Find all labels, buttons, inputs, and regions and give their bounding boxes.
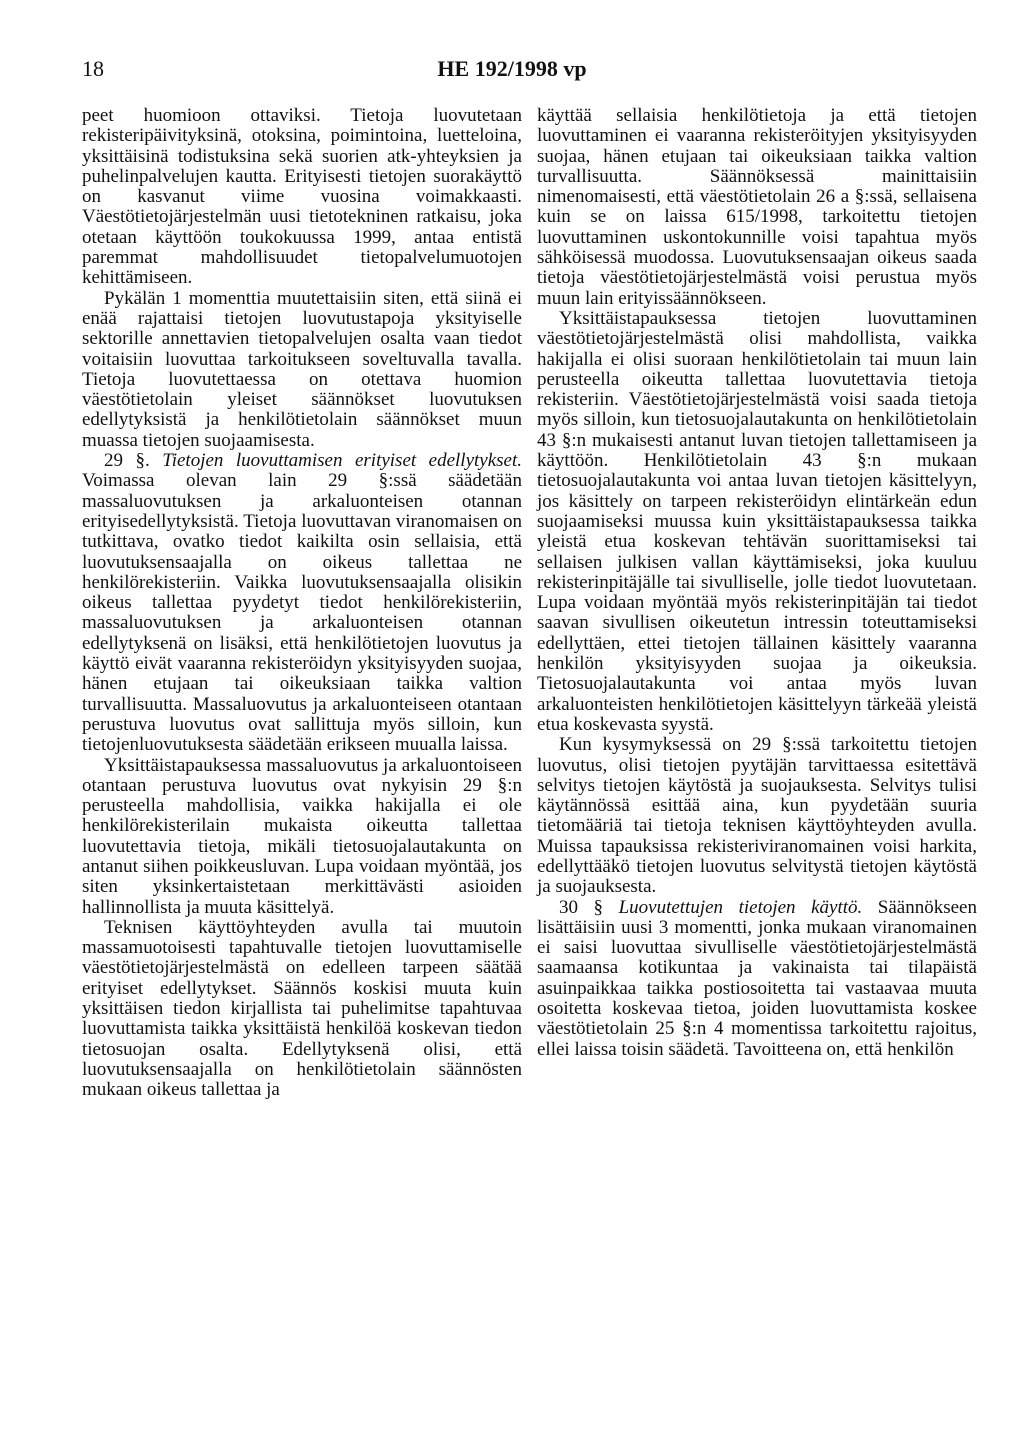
section-number: 30 §	[559, 896, 619, 918]
paragraph: Teknisen käyttöyhteyden avulla tai muutoin massamuotoisesti tapahtuvalle tietojen luovuttamiselle väestötietojärjestelmästä on edelleen tarpeen säätää erityiset edellytykset. Säännös koskisi muuta kuin yksittäisen tiedon kirjallista tai puhelimitse tapahtuvaa luovuttamista taikka yksittäistä henkilöä koskevan tiedon tietosuojan osalta. Edellytyksenä olisi, että luovutuksensaajalla on henkilötietolain säännösten mukaan oikeus tallettaa ja	[82, 916, 522, 1101]
section-text: Säännökseen lisättäisiin uusi 3 momentti, jonka mukaan viranomainen ei saisi luovuttaa sivulliselle väestötietojärjestelmästä saamaansa kotikuntaa ja vakinaista tai tilapäistä asuinpaikkaa taikka postiosoitetta tai vastaavaa muuta osoitetta koskevaa tietoa, joiden luovuttamista koskee väestötietolain 25 §:n 4 momentissa tarkoitettu rajoitus, ellei laissa toisin säädetä. Tavoitteena on, että henkilön	[537, 896, 977, 1060]
paragraph: peet huomioon ottaviksi. Tietoja luovutetaan rekisteripäivityksinä, otoksina, poimintoina, luetteloina, yksittäisinä todistuksina sekä suorien atk-yhteyksien ja puhelinpalvelujen kautta. Erityisesti tietojen suorakäyttö on kasvanut viime vuosina voimakkaasti. Väestötietojärjestelmän uusi tietotekninen ratkaisu, joka otetaan käyttöön toukokuussa 1999, antaa entistä paremmat mahdollisuudet tietopalvelumuotojen kehittämiseen.	[82, 105, 522, 289]
right-column	[537, 106, 977, 1060]
section-30-paragraph	[537, 898, 977, 1060]
page-number: 18	[82, 56, 104, 81]
section-number: 29 §.	[104, 450, 163, 472]
paragraph: Pykälän 1 momenttia muutettaisiin siten, että siinä ei enää rajattaisi tietojen luovutustapoja yksityiselle sektorille annettavien tietopalvelujen osalta vaan tiedot voitaisiin luovuttaa tarkoitukseen soveltuvalla tavalla. Tietoja luovutettaessa on otettava huomion väestötietolain yleiset säännökset luovutuksen edellytyksistä ja henkilötietolain säännökset muun muassa tietojen suojaamisesta.	[82, 287, 522, 451]
paragraph: käyttää sellaisia henkilötietoja ja että tietojen luovuttaminen ei vaaranna rekisteröityjen yksityisyyden suojaa, hänen etujaan tai oikeuksiaan taikka valtion turvallisuutta. Säännöksessä mainittaisiin nimenomaisesti, että väestötietolain 26 a §:ssä, sellaisena kuin se on laissa 615/1998, tarkoitettu tietojen luovuttaminen uskontokunnille voisi tapahtua myös sähköisessä muodossa. Luovutuksensaajan oikeus saada tietoja väestötietojärjestelmästä voisi perustua myös muun lain erityissäännökseen.	[537, 105, 977, 309]
section-text: Voimassa olevan lain 29 §:ssä säädetään massaluovutuksen ja arkaluonteisen otannan erityisedellytyksistä. Tietoja luovuttavan viranomaisen on tutkittava, ovatko tiedot kaikilta osin sellaisia, että luovutuksensaajalla on oikeus tallettaa ne henkilörekisteriin. Vaikka luovutuksensaajalla olisikin oikeus tallettaa pyydetyt tiedot henkilörekisteriin, massaluovutuksen ja arkaluonteisen otannan edellytyksenä on lisäksi, että henkilötietojen luovutus ja käyttö eivät vaaranna rekisteröidyn yksityisyyden suojaa, hänen etujaan tai oikeuksiaan taikka valtion turvallisuutta. Massaluovutus ja arkaluonteiseen otantaan perustuva luovutus ovat sallittuja myös silloin, kun tietojenluovutuksesta säädetään erikseen muualla laissa.	[82, 470, 522, 756]
running-head: HE 192/1998 vp	[437, 56, 587, 81]
left-column	[82, 106, 522, 1101]
section-29-paragraph	[82, 451, 522, 755]
section-title: Luovutettujen tietojen käyttö.	[618, 896, 863, 918]
paragraph: Yksittäistapauksessa massaluovutus ja arkaluontoiseen otantaan perustuva luovutus ovat nykyisin 29 §:n perusteella mahdollisia, vaikka hakijalla ei ole henkilörekisterilain mukaista oikeutta tallettaa luovutettavia tietoja, mikäli tietosuojalautakunta on antanut siihen poikkeusluvan. Lupa voidaan myöntää, jos siten yksinkertaistetaan merkittävästi asioiden hallinnollista ja muuta käsittelyä.	[82, 754, 522, 918]
section-title: Tietojen luovuttamisen erityiset edellytykset.	[162, 450, 522, 472]
paragraph: Yksittäistapauksessa tietojen luovuttaminen väestötietojärjestelmästä olisi mahdollista, vaikka hakijalla ei olisi suoraan henkilötietolain tai muun lain perusteella oikeutta tallettaa luovutettavia tietoja rekisteriin. Väestötietojärjestelmästä voisi saada tietoja myös silloin, kun tietosuojalautakunta on henkilötietolain 43 §:n mukaisesti antanut luvan tietojen tallettamiseen ja käyttöön. Henkilötietolain 43 §:n mukaan tietosuojalautakunta voi antaa luvan tietojen käsittelyyn, jos käsittely on tarpeen rekisteröidyn elintärkeän edun suojaamiseksi muussa kuin yksittäistapauksessa taikka yleistä etua koskevan tehtävän suorittamiseksi tai sellaisen julkisen vallan käyttämiseksi, joka kuuluu rekisterinpitäjälle tai sivulliselle, jolle tiedot luovutetaan. Lupa voidaan myöntää myös rekisterinpitäjän tai tiedot saavan sivullisen oikeutetun intressin toteuttamiseksi edellyttäen, ettei tietojen tällainen käsittely vaaranna henkilön yksityisyyden suojaa ja oikeuksia. Tietosuojalautakunta voi antaa myös luvan arkaluonteisten henkilötietojen käsittelyyn tärkeää yleistä etua koskevasta syystä.	[537, 307, 977, 735]
paragraph: Kun kysymyksessä on 29 §:ssä tarkoitettu tietojen luovutus, olisi tietojen pyytäjän tarvittaessa esitettävä selvitys tietojen käytöstä ja suojauksesta. Selvitys tulisi käytännössä esittää aina, kun pyydetään suuria tietomääriä tai tietoja teknisen käyttöyhteyden avulla. Muissa tapauksissa rekisteriviranomainen voisi harkita, edellyttääkö tietojen luovutus selvitystä tietojen käytöstä ja suojauksesta.	[537, 734, 977, 898]
